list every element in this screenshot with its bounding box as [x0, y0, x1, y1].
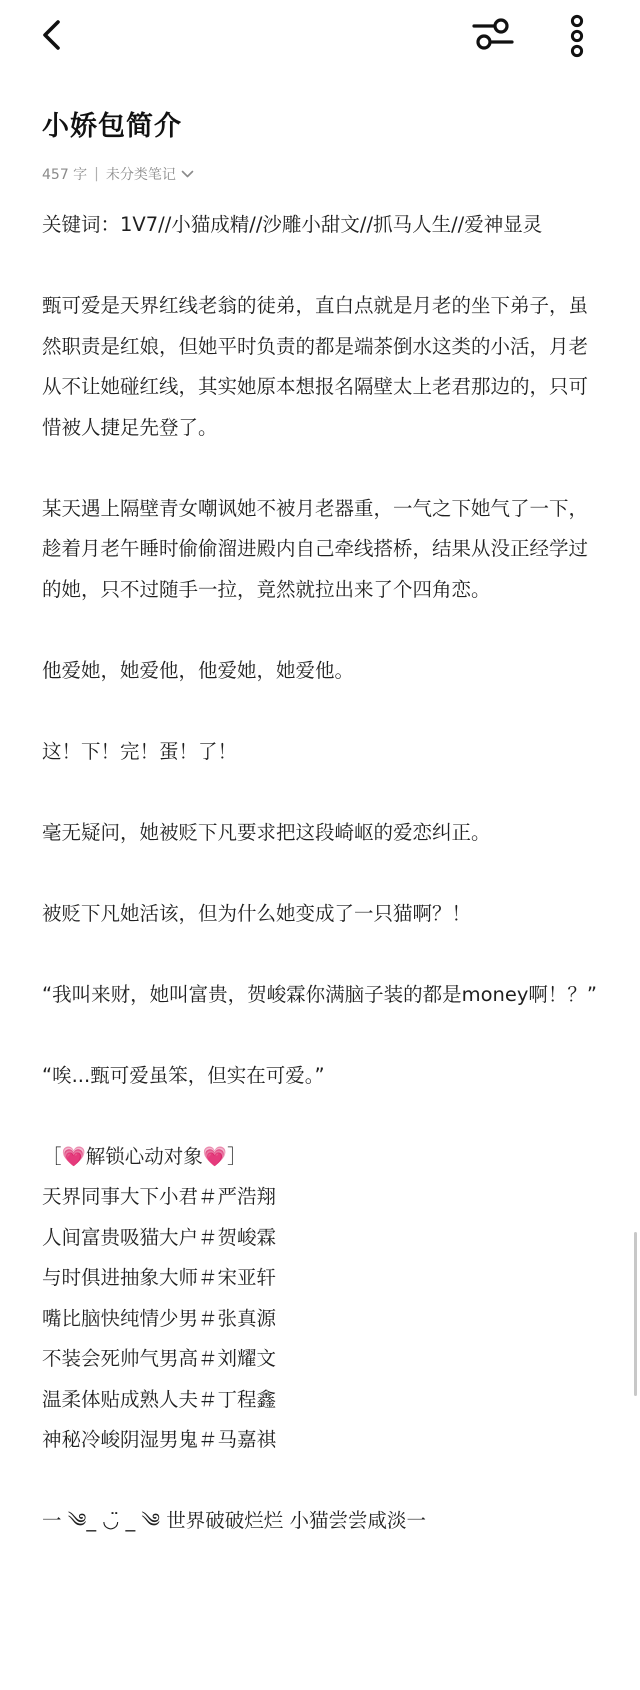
unlock-heading: [42, 1137, 598, 1178]
sliders-icon: [470, 14, 516, 58]
more-options-button[interactable]: [562, 14, 592, 58]
chevron-down-icon: [181, 170, 194, 179]
unlock-label: 解锁心动对象: [85, 1144, 203, 1168]
meta-divider: |: [94, 166, 99, 182]
note-body[interactable]: [42, 205, 598, 1542]
top-bar: [0, 0, 640, 76]
vertical-dots-icon: [562, 14, 592, 58]
filter-button[interactable]: [470, 14, 516, 58]
quote-cute: “唉...甄可爱虽笨，但实在可爱。”: [42, 1063, 325, 1087]
character-line: 不装会死帅气男高＃刘耀文: [42, 1347, 277, 1370]
scrollbar-thumb[interactable]: [634, 1232, 637, 1396]
category-selector[interactable]: [106, 164, 194, 184]
paragraph-incident: 某天遇上隔壁青女嘲讽她不被月老器重，一气之下她气了一下，趁着月老午睡时偷偷溜进殿内自己牵线搭桥，结果从没正经学过的她，只不过随手一拉，竟然就拉出来了个四角恋。: [42, 496, 589, 601]
character-line: 天界同事大下小君＃严浩翔: [42, 1185, 277, 1208]
paragraph-banished: 毫无疑问，她被贬下凡要求把这段崎岖的爱恋纠正。: [42, 820, 491, 844]
quote-money: “我叫来财，她叫富贵，贺峻霖你满脑子装的都是money啊！？”: [42, 982, 598, 1006]
character-line: 与时俱进抽象大师＃宋亚轩: [42, 1266, 277, 1289]
paragraph-intro: 甄可爱是天界红线老翁的徒弟，直白点就是月老的坐下弟子，虽然职责是红娘，但她平时负责的都是端茶倒水这类的小活，月老从不让她碰红线，其实她原本想报名隔壁太上老君那边的，只可惜被人捷足先登了。: [42, 294, 589, 439]
chevron-left-icon: [36, 14, 76, 58]
character-line: 嘴比脑快纯情少男＃张真源: [42, 1306, 277, 1330]
back-button[interactable]: [36, 14, 76, 58]
character-line: 温柔体贴成熟人夫＃丁程鑫: [42, 1387, 277, 1411]
character-line: 神秘冷峻阴湿男鬼＃马嘉祺: [42, 1428, 277, 1451]
note-meta: [42, 164, 194, 184]
note-title: 小娇包简介: [42, 111, 182, 142]
bracket-open: ［: [42, 1144, 62, 1168]
paragraph-exclaim: 这！下！完！蛋！了！: [42, 739, 238, 763]
character-line: 人间富贵吸猫大户＃贺峻霖: [42, 1225, 277, 1249]
paragraph-cat: 被贬下凡她活该，但为什么她变成了一只猫啊？！: [42, 901, 472, 925]
category-label: 未分类笔记: [105, 167, 176, 183]
footer-tagline: 一 ༄_ ◡̈ _ ༄ 世界破破烂烂 小猫尝尝咸淡一: [42, 1509, 426, 1532]
paragraph-love-square: 他爱她，她爱他，他爱她，她爱他。: [42, 658, 355, 682]
word-count: 457 字: [42, 167, 88, 183]
heart-icon: 💗: [202, 1144, 228, 1168]
keywords-line: 关键词：1V7//小猫成精//沙雕小甜文//抓马人生//爱神显灵: [42, 213, 543, 236]
bracket-close: ］: [227, 1144, 247, 1168]
heart-icon: 💗: [61, 1144, 86, 1168]
